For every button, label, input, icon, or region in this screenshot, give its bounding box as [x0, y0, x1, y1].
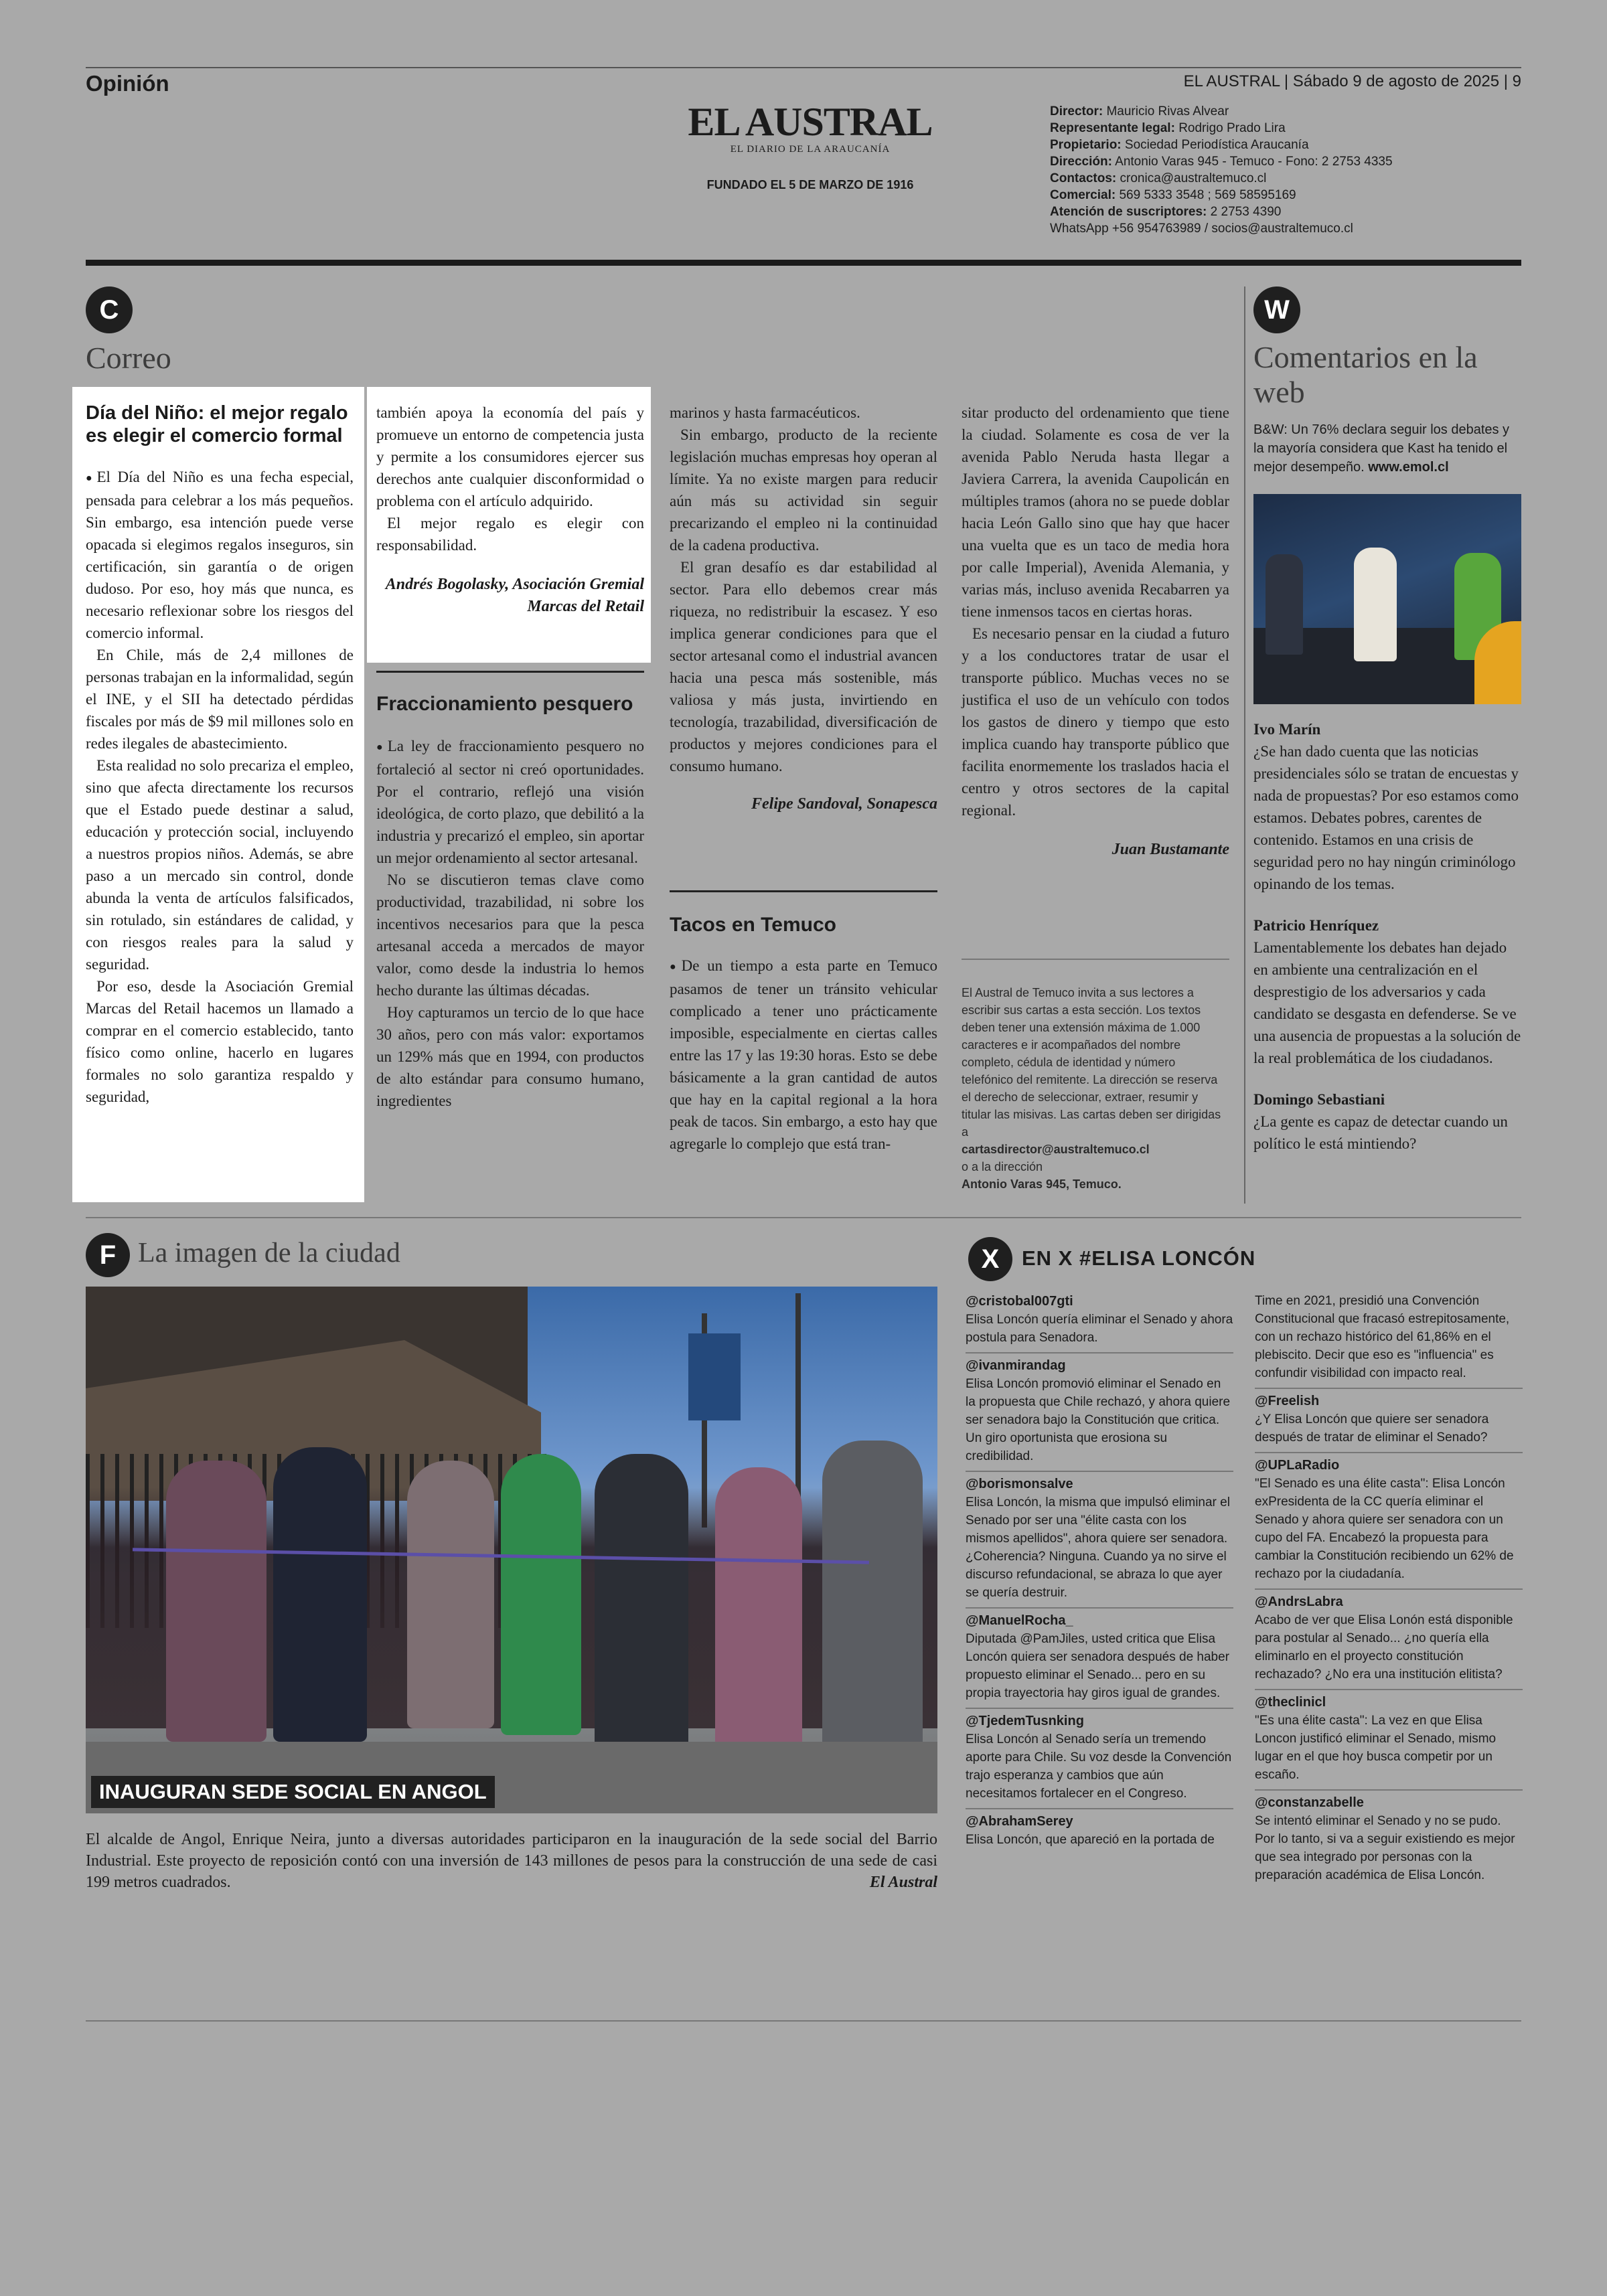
letter1-col2 [376, 402, 644, 618]
x-post-text: Se intentó eliminar el Senado y no se pudo. Por lo tanto, si va a seguir existiendo es mejor que sea integrado por personas con la preparación académica de Elisa Loncón. [1255, 1814, 1515, 1882]
web-title: Comentarios en la web [1253, 340, 1478, 409]
staff-label: Comercial: [1050, 188, 1116, 202]
logo-text: EL AUSTRAL [688, 100, 933, 144]
staff-value: 2 2753 4390 [1210, 205, 1282, 219]
imagen-badge: F [86, 1233, 130, 1277]
web-intro-link[interactable]: www.emol.cl [1368, 460, 1449, 475]
x-post-user[interactable]: @UPLaRadio [1255, 1458, 1340, 1473]
x-title: EN X #ELISA LONCÓN [1022, 1246, 1256, 1270]
letter1-paragraph: Esta realidad no solo precariza el empleo, sino que afecta directamente los recursos que el Estado puede destinar a salud, educación y protección social, incluyendo a nuestros propios niños. Además, se abre paso a un mercado sin control, donde abunda la venta de artículos falsificados, sin rotulado, sin estándares de calidad, y con riesgos reales para la salud y seguridad. [86, 757, 354, 973]
staff-value: WhatsApp +56 954763989 / socios@australtemuco.cl [1050, 222, 1353, 236]
web-comment-text: Lamentablemente los debates han dejado en ambiente una centralización en el desprestigio de los adversarios y cada candidato se desgasta en defenderse. Se ve una ausencia de propuestas a la solución de la real problemática de los ciudadanos. [1253, 939, 1521, 1066]
letter2-paragraph: No se discutieron temas clave como productividad, trazabilidad, ni sobre los incentivos necesarios para que la pesca artesanal acceda a mercados de mayor valor, como desde la industria lo hemos hecho durante las últimas décadas. [376, 872, 644, 999]
web-comment-author: Patricio Henríquez [1253, 917, 1379, 934]
x-post-text: Elisa Loncón promovió eliminar el Senado en la propuesta que Chile rechazó, y ahora quiere ser senadora bajo la Constitución que critica. Un giro oportunista que erosiona su credibilidad. [966, 1377, 1231, 1463]
staff-box [1050, 103, 1521, 237]
x-post-text: Elisa Loncón quería eliminar el Senado y ahora postula para Senadora. [966, 1313, 1233, 1345]
staff-row [1050, 170, 1521, 187]
x-badge: X [968, 1237, 1012, 1281]
x-post-text: Elisa Loncón, que apareció en la portada de [966, 1833, 1215, 1847]
letter2-paragraph: El gran desafío es dar estabilidad al sector. Para ello debemos crear más riqueza, no redistribuir la escasez. Y eso implica generar condiciones para que el sector artesanal como el industrial avancen hacia una pesca más sostenible, más valiosa y más justa, invirtiendo en tecnología, trazabilidad, diversificación de productos y mejores condiciones para el consumo humano. [670, 559, 937, 774]
staff-label: Director: [1050, 104, 1103, 118]
notice-address: Antonio Varas 945, Temuco. [962, 1177, 1122, 1191]
letter2-paragraph: Sin embargo, producto de la reciente legislación muchas empresas hoy operan al límite. Ya no existe margen para reducir aún más su actividad sin seguir precarizando el empleo ni la continuidad de la cadena productiva. [670, 426, 937, 554]
staff-label: Atención de suscriptores: [1050, 205, 1207, 219]
letter3-paragraph: Es necesario pensar en la ciudad a futuro y a los conductores tratar de usar el transporte público. Muchas veces no se justifica el uso de un vehículo con todos los gastos de dinero y tiempo que esto implica cuando hay transporte público que facilita enormemente los traslados hacia el centro y otros sectores de la capital regional. [962, 625, 1229, 819]
letter1-col1 [86, 402, 354, 1108]
x-col2 [1255, 1292, 1523, 1890]
web-comment-author: Domingo Sebastiani [1253, 1091, 1385, 1108]
x-post-user[interactable]: @ManuelRocha_ [966, 1613, 1073, 1628]
staff-row [1050, 103, 1521, 120]
letter3-col3 [670, 913, 937, 1155]
x-post-text: "Es una élite casta": La vez en que Elisa Loncon justificó eliminar el Senado, mismo lugar en el que hoy busca competir por un escaño. [1255, 1714, 1497, 1782]
folio: EL AUSTRAL | Sábado 9 de agosto de 2025 | 9 [1183, 72, 1521, 90]
staff-label: Dirección: [1050, 155, 1112, 169]
letter1-paragraph: también apoya la economía del país y promueve un entorno de competencia justa y permite a los consumidores ejercer sus derechos ante cualquier disconformidad o problema con el artículo adquirido. [376, 404, 644, 509]
staff-row [1050, 137, 1521, 153]
city-photo [86, 1287, 937, 1813]
staff-label: Propietario: [1050, 138, 1122, 152]
x-post-user[interactable]: @AndrsLabra [1255, 1594, 1343, 1609]
staff-value: cronica@australtemuco.cl [1120, 171, 1267, 185]
web-comment-text: ¿La gente es capaz de detectar cuando un político le está mintiendo? [1253, 1113, 1508, 1152]
web-comment-text: ¿Se han dado cuenta que las noticias presidenciales sólo se tratan de encuestas y nada de propuestas? Por eso estamos como estamos. Debates pobres, carentes de contenido. Estamos en una crisis de seguridad pero no hay ningún criminólogo opinando de los temas. [1253, 743, 1519, 892]
web-intro-text: B&W: Un 76% declara seguir los debates y la mayoría considera que Kast ha tenido el mejor desempeño. [1253, 422, 1510, 475]
x-post-user[interactable]: @TjedemTusnking [966, 1714, 1084, 1728]
x-post-text: Diputada @PamJiles, usted critica que Elisa Loncón quiera ser senadora después de haber propuesto eliminar el Senado... pero en su propia trayectoria hay giros igual de grandes. [966, 1632, 1230, 1700]
staff-value: Rodrigo Prado Lira [1178, 121, 1286, 135]
letter3-paragraph: ● De un tiempo a esta parte en Temuco pasamos de tener un tránsito vehicular complicado a tener uno prácticamente imposible, especialmente en ciertas calles entre las 17 y las 19:30 horas. Esto se debe básicamente a la gran cantidad de autos que hay en la capital regional a la hora peak de tacos. Sin embargo, a esto hay que agregarle lo complejo que está tran- [670, 955, 937, 1155]
letter1-title: Día del Niño: el mejor regalo es elegir el comercio formal [86, 402, 348, 446]
x-post-user[interactable]: @constanzabelle [1255, 1795, 1364, 1810]
letter1-paragraph: Por eso, desde la Asociación Gremial Marcas del Retail hacemos un llamado a comprar en el comercio establecido, tanto físico como online, hacerlo en lugares formales no solo garantiza respaldo y seguridad, [86, 978, 354, 1106]
letter3-signature: Juan Bustamante [1112, 841, 1229, 858]
letter2-paragraph: marinos y hasta farmacéuticos. [670, 404, 860, 421]
staff-value: 569 5333 3548 ; 569 58595169 [1119, 188, 1296, 202]
correo-badge: C [86, 286, 133, 333]
x-post-user[interactable]: @cristobal007gti [966, 1294, 1073, 1309]
correo-title: Correo [86, 341, 171, 375]
staff-value: Mauricio Rivas Alvear [1106, 104, 1229, 118]
letter1-paragraph: En Chile, más de 2,4 millones de personas trabajan en la informalidad, según el INE, y el SII ha detectado pérdidas fiscales por más de $9 mil millones solo en redes ilegales de abastecimiento. [86, 647, 354, 752]
imagen-credit: El Austral [869, 1874, 937, 1891]
staff-value: Sociedad Periodística Araucanía [1124, 138, 1309, 152]
web-badge: W [1253, 286, 1300, 333]
x-post-user[interactable]: @borismonsalve [966, 1477, 1073, 1491]
letter2-paragraph: Hoy capturamos un tercio de lo que hace 30 años, pero con más valor: exportamos un 129% más que en 1994, con productos de alto estándar para consumo humano, ingredientes [376, 1004, 644, 1110]
x-col1 [966, 1292, 1233, 1854]
letter1-signature: Andrés Bogolasky, Asociación Gremial Marcas del Retail [385, 576, 644, 615]
letter2-signature: Felipe Sandoval, Sonapesca [751, 795, 937, 813]
photo-label: INAUGURAN SEDE SOCIAL EN ANGOL [91, 1776, 495, 1808]
staff-label: Contactos: [1050, 171, 1117, 185]
x-post-user[interactable]: @Freelish [1255, 1394, 1320, 1408]
letter2-col3 [670, 402, 937, 815]
staff-row [1050, 220, 1521, 237]
letter3-col4 [962, 402, 1229, 861]
x-post-user[interactable]: @ivanmirandag [966, 1358, 1066, 1373]
notice-email[interactable]: cartasdirector@australtemuco.cl [962, 1143, 1150, 1156]
web-comment-author: Ivo Marín [1253, 721, 1321, 738]
letter1-paragraph: El mejor regalo es elegir con responsabilidad. [376, 515, 644, 554]
letters-notice [962, 984, 1229, 1193]
letter3-title: Tacos en Temuco [670, 914, 836, 936]
x-post-text: ¿Y Elisa Loncón que quiere ser senadora después de tratar de eliminar el Senado? [1255, 1412, 1489, 1445]
x-post-text: "El Senado es una élite casta": Elisa Loncón exPresidenta de la CC quería eliminar el Senado y ahora quiere ser senadora con un cupo del FA. Encabezó la propuesta para cambiar la Constitución recibiendo un 62% de rechazo por la ciudadanía. [1255, 1477, 1514, 1581]
x-post-user[interactable]: @AbrahamSerey [966, 1814, 1073, 1829]
staff-label: Representante legal: [1050, 121, 1175, 135]
section-label: Opinión [86, 71, 169, 96]
letter2-title: Fraccionamiento pesquero [376, 693, 633, 715]
logo-tagline: EL DIARIO DE LA ARAUCANÍA [730, 144, 891, 155]
staff-row [1050, 187, 1521, 203]
staff-row [1050, 120, 1521, 137]
letter2-col2 [376, 692, 644, 1112]
x-post-user[interactable]: @theclinicl [1255, 1695, 1326, 1710]
x-lead-text: Time en 2021, presidió una Convención Constitucional que fracasó estrepitosamente, con un rechazo histórico del 61,86% en el plebiscito. Decir que eso es "influencia" es confundir visibilidad con impacto real. [1255, 1294, 1510, 1380]
notice-or: o a la dirección [962, 1160, 1043, 1173]
x-post-text: Acabo de ver que Elisa Lonón está disponible para postular al Senado... ¿no quería ella eliminarlo en el proyecto constitución rechazado? ¿No era una institución elitista? [1255, 1613, 1513, 1682]
letter3-paragraph: sitar producto del ordenamiento que tiene la ciudad. Solamente es cosa de ver la avenida Pablo Neruda hasta llegar a Javiera Carrera, la avenida Caupolicán en múltiples tramos (ahora no se puede doblar hacia León Gallo sino que hay que hacer una vuelta que es un taco de media hora por calle Imperial), Avenida Alemania, y varias más, incluso avenida Recabarren ya tiene inmensos tacos en ciertas horas. [962, 404, 1229, 620]
letter1-paragraph: ● El Día del Niño es una fecha especial, pensada para celebrar a los más pequeños. Sin embargo, esa intención puede verse opacada si elegimos regalos inseguros, sin certificación, sin garantía o de origen dudoso. Por eso, hoy más que nunca, es necesario reflexionar sobre los riesgos del comercio informal. [86, 466, 354, 644]
notice-text: El Austral de Temuco invita a sus lectores a escribir sus cartas a esta sección. Los textos deben tener una extensión máxima de 1.000 caracteres e ir acompañados del nombre completo, cédula de identidad y número telefónico del remitente. La dirección se reserva el derecho de seleccionar, extraer, resumir y titular las misivas. Las cartas deben ser dirigidas a [962, 986, 1221, 1139]
masthead-logo [670, 100, 951, 155]
staff-row [1050, 203, 1521, 220]
staff-value: Antonio Varas 945 - Temuco - Fono: 2 2753 4335 [1115, 155, 1393, 169]
letter2-paragraph: ● La ley de fraccionamiento pesquero no fortaleció al sector ni creó oportunidades. Por el contrario, reflejó una visión ideológica, de corto plazo, que debilitó a la industria y precarizó el empleo, sin aportar un mejor ordenamiento al sector artesanal. [376, 735, 644, 869]
imagen-caption-text: El alcalde de Angol, Enrique Neira, junto a diversas autoridades participaron en la inauguración de la sede social del Barrio Industrial. Este proyecto de reposición contó con una inversión de 143 millones de pesos para la construcción de una sede de casi 199 metros cuadrados. [86, 1831, 937, 1891]
web-comments [1253, 719, 1521, 1175]
x-post-text: Elisa Loncón al Senado sería un tremendo aporte para Chile. Su voz desde la Convención trajo esperanza y cambios que aún necesitamos fortalecer en el Congreso. [966, 1732, 1232, 1801]
staff-row [1050, 153, 1521, 170]
web-photo [1253, 494, 1521, 704]
x-post-text: Elisa Loncón, la misma que impulsó eliminar el Senado por ser una "élite casta con los mismos apellidos", ahora quiere ser senadora. ¿Coherencia? Ninguna. Cuando ya no sirve el discurso refundacional, se abraza lo que ayer se quería destruir. [966, 1495, 1230, 1600]
web-intro [1253, 420, 1521, 477]
founded-label: FUNDADO EL 5 DE MARZO DE 1916 [706, 178, 914, 191]
imagen-title: La imagen de la ciudad [138, 1238, 400, 1268]
